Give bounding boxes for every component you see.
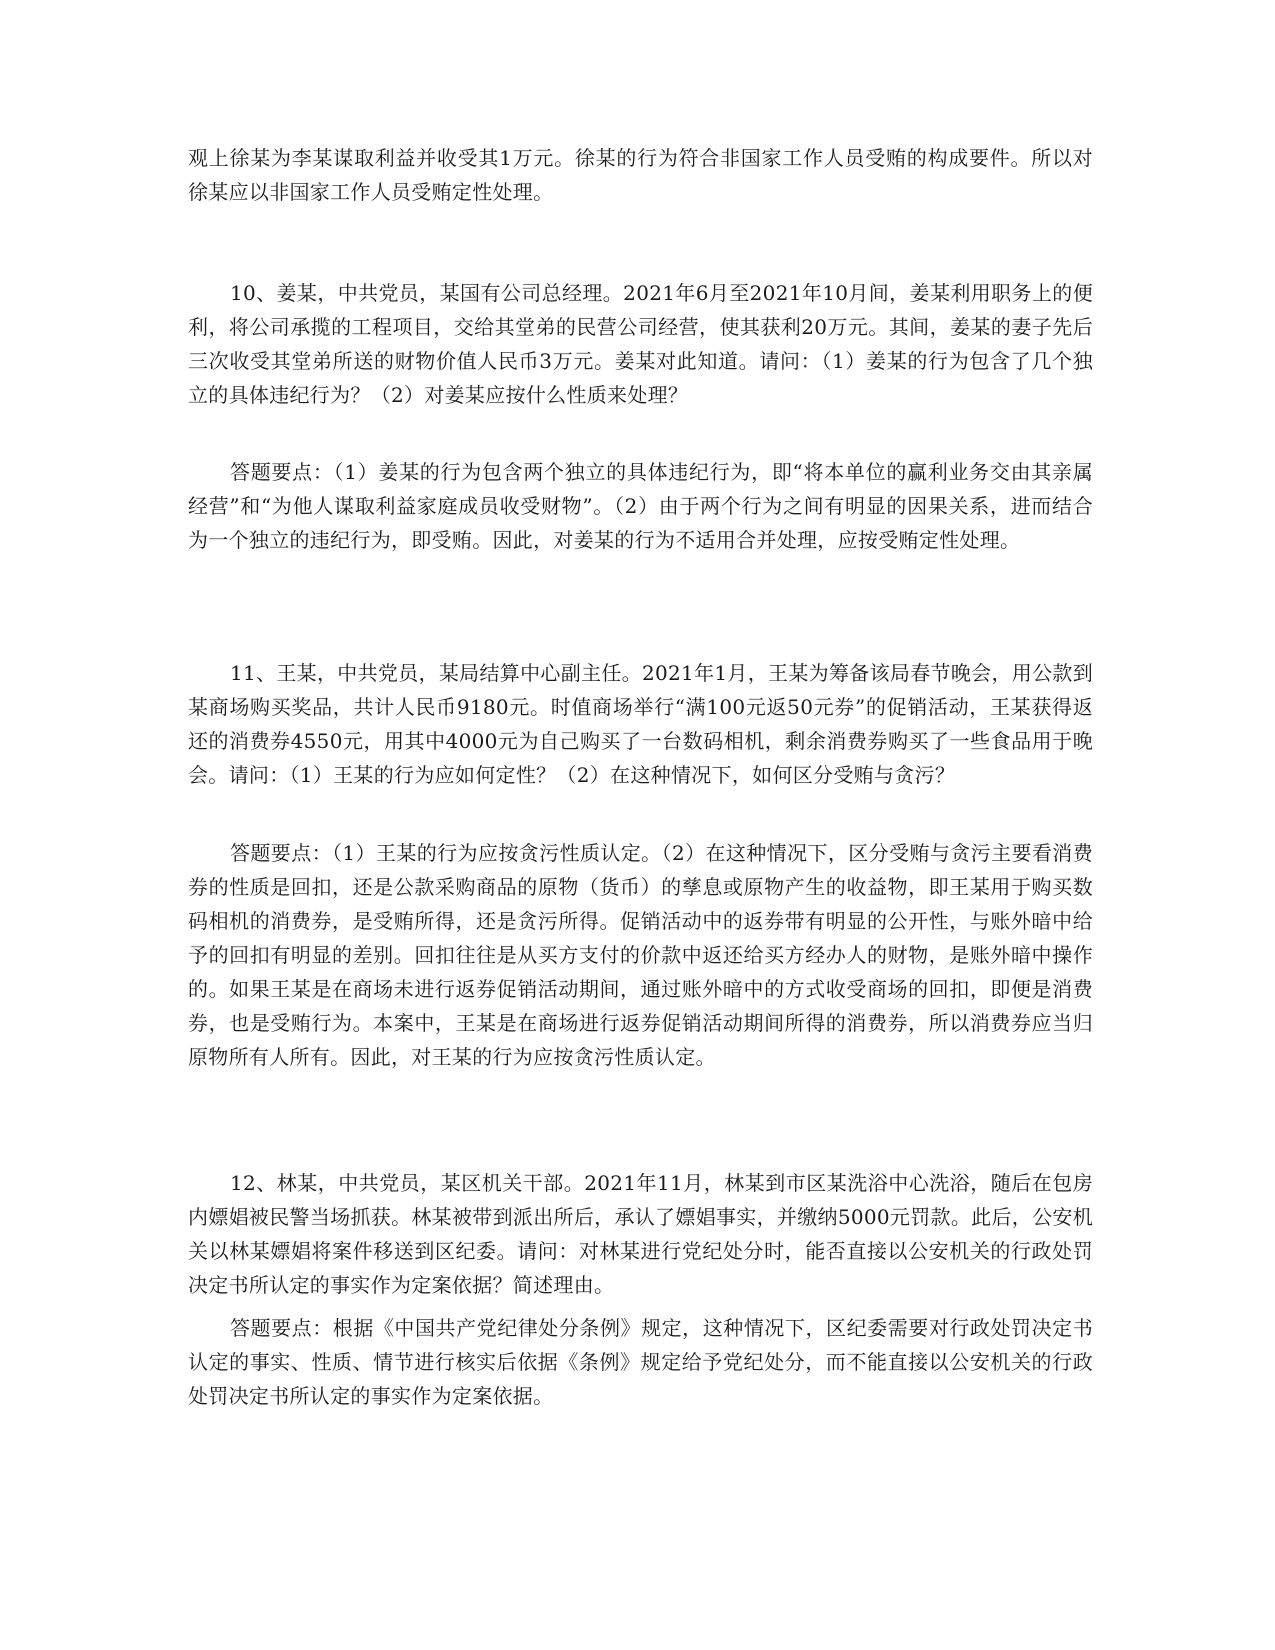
answer-10: 答题要点：（1）姜某的行为包含两个独立的具体违纪行为，即“将本单位的赢利业务交由其亲属经营”和“为他人谋取利益家庭成员收受财物”。（2）由于两个行为之间有明显的因果关系，进而结合为一个独立的违纪行为，即受贿。因此，对姜某的行为不适用合并处理，应按受贿定性处理。	[188, 460, 1093, 552]
answer-11: 答题要点：（1）王某的行为应按贪污性质认定。（2）在这种情况下，区分受贿与贪污主要看消费券的性质是回扣，还是公款采购商品的原物（货币）的孳息或原物产生的收益物，即王某用于购买数码相机的消费券，是受贿所得，还是贪污所得。促销活动中的返券带有明显的公开性，与账外暗中给予的回扣有明显的差别。回扣往往是从买方支付的价款中返还给买方经办人的财物，是账外暗中操作的。如果王某是在商场未进行返券促销活动期间，通过账外暗中的方式收受商场的回扣，即便是消费券，也是受贿行为。本案中，王某是在商场进行返券促销活动期间所得的消费券，所以消费券应当归原物所有人所有。因此，对王某的行为应按贪污性质认定。	[188, 841, 1093, 1069]
paragraph-continuation: 观上徐某为李某谋取利益并收受其1万元。徐某的行为符合非国家工作人员受贿的构成要件。所以对徐某应以非国家工作人员受贿定性处理。	[188, 146, 1093, 204]
question-12: 12、林某，中共党员，某区机关干部。2021年11月，林某到市区某洗浴中心洗浴，随后在包房内嫖娼被民警当场抓获。林某被带到派出所后，承认了嫖娼事实，并缴纳5000元罚款。此后，公安机关以林某嫖娼将案件移送到区纪委。请问：对林某进行党纪处分时，能否直接以公安机关的行政处罚决定书所认定的事实作为定案依据？简述理由。	[188, 1171, 1093, 1297]
question-11: 11、王某，中共党员，某局结算中心副主任。2021年1月，王某为筹备该局春节晚会，用公款到某商场购买奖品，共计人民币9180元。时值商场举行“满100元返50元券”的促销活动，王某获得返还的消费券4550元，用其中4000元为自己购买了一台数码相机，剩余消费券购买了一些食品用于晚会。请问：（1）王某的行为应如何定性？（2）在这种情况下，如何区分受贿与贪污？	[188, 661, 1093, 787]
answer-12: 答题要点：根据《中国共产党纪律处分条例》规定，这种情况下，区纪委需要对行政处罚决定书认定的事实、性质、情节进行核实后依据《条例》规定给予党纪处分，而不能直接以公安机关的行政处罚决定书所认定的事实作为定案依据。	[188, 1316, 1093, 1408]
question-10: 10、姜某，中共党员，某国有公司总经理。2021年6月至2021年10月间，姜某利用职务上的便利，将公司承揽的工程项目，交给其堂弟的民营公司经营，使其获利20万元。其间，姜某的妻子先后三次收受其堂弟所送的财物价值人民币3万元。姜某对此知道。请问：（1）姜某的行为包含了几个独立的具体违纪行为？（2）对姜某应按什么性质来处理？	[188, 281, 1093, 407]
